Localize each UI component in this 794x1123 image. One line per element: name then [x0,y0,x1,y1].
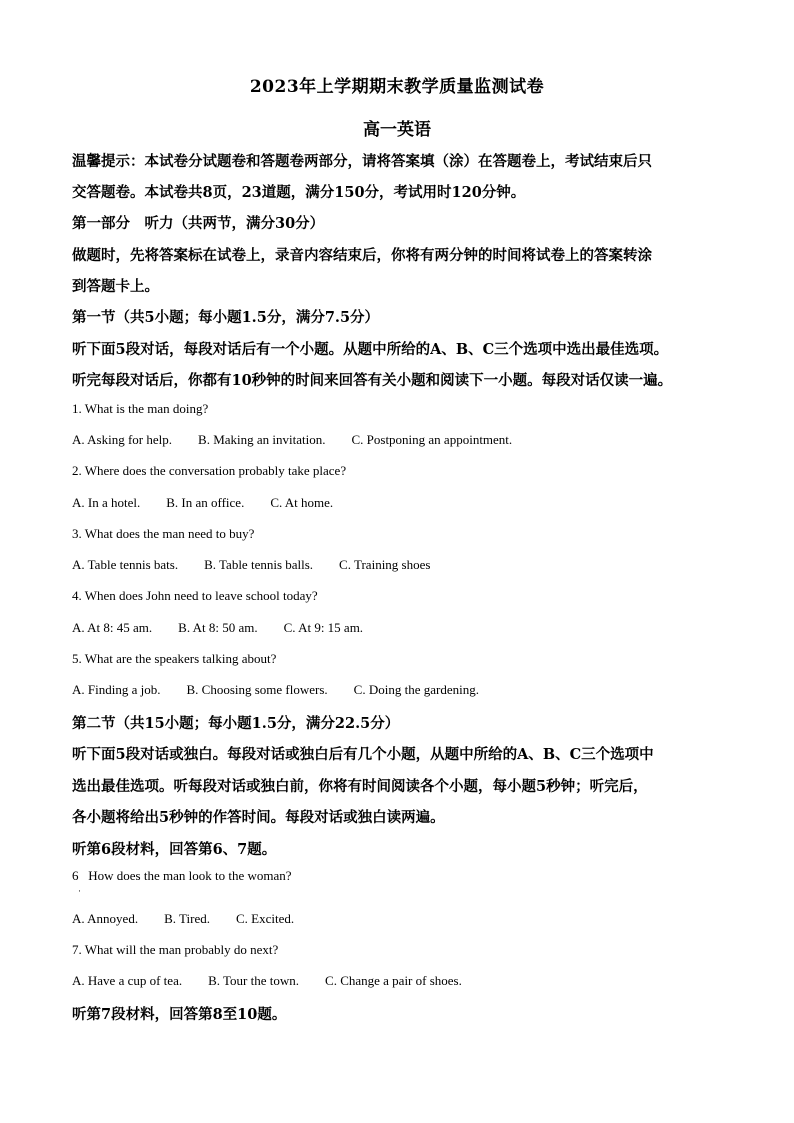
part1-instruction-2: 到答题卡上。 [72,278,159,295]
section2-heading: 第二节（共15小题；每小题1.5分，满分22.5分） [72,715,400,732]
question-3-options: A. Table tennis bats. B. Table tennis balls. C. Training shoes [72,557,431,572]
question-7-options: A. Have a cup of tea. B. Tour the town. C. Change a pair of shoes. [72,973,462,988]
question-1: 1. What is the man doing? [72,401,209,416]
part1-instruction-1: 做题时，先将答案标在试卷上，录音内容结束后，你将有两分钟的时间将试卷上的答案转涂 [72,247,652,264]
section2-instruction-3: 各小题将给出5秒钟的作答时间。每段对话或独白读两遍。 [72,809,445,826]
exam-subtitle: 高一英语 [363,120,431,140]
stray-dot: · [78,886,81,896]
question-2: 2. Where does the conversation probably take place? [72,463,347,478]
material-6-heading: 听第6段材料，回答第6、7题。 [72,841,277,858]
notice-line-2: 交答题卷。本试卷共8页，23道题，满分150分，考试用时120分钟。 [72,184,526,201]
part1-heading: 第一部分 听力（共两节，满分30分） [72,215,325,232]
question-4-options: A. At 8: 45 am. B. At 8: 50 am. C. At 9: 15 am. [72,620,364,635]
section1-instruction-2: 听完每段对话后，你都有10秒钟的时间来回答有关小题和阅读下一小题。每段对话仅读一遍。 [72,372,673,389]
section2-instruction-1: 听下面5段对话或独白。每段对话或独白后有几个小题，从题中所给的A、B、C三个选项中 [72,746,654,763]
question-1-options: A. Asking for help. B. Making an invitation. C. Postponing an appointment. [72,432,513,447]
section1-heading: 第一节（共5小题；每小题1.5分，满分7.5分） [72,309,380,326]
section1-instruction-1: 听下面5段对话，每段对话后有一个小题。从题中所给的A、B、C三个选项中选出最佳选项。 [72,341,669,358]
question-4: 4. When does John need to leave school today? [72,588,318,603]
question-5: 5. What are the speakers talking about? [72,651,277,666]
exam-title: 2023年上学期期末教学质量监测试卷 [249,77,545,97]
material-7-heading: 听第7段材料，回答第8至10题。 [72,1006,287,1023]
question-6-options: A. Annoyed. B. Tired. C. Excited. [72,911,295,926]
question-5-options: A. Finding a job. B. Choosing some flowers. C. Doing the gardening. [72,682,479,697]
question-6: 6 How does the man look to the woman? [72,868,292,883]
question-7: 7. What will the man probably do next? [72,942,279,957]
notice-line-1: 温馨提示：本试卷分试题卷和答题卷两部分，请将答案填（涂）在答题卷上，考试结束后只 [72,153,652,170]
question-3: 3. What does the man need to buy? [72,526,255,541]
question-2-options: A. In a hotel. B. In an office. C. At home. [72,495,334,510]
section2-instruction-2: 选出最佳选项。听每段对话或独白前，你将有时间阅读各个小题，每小题5秒钟；听完后， [72,778,648,795]
